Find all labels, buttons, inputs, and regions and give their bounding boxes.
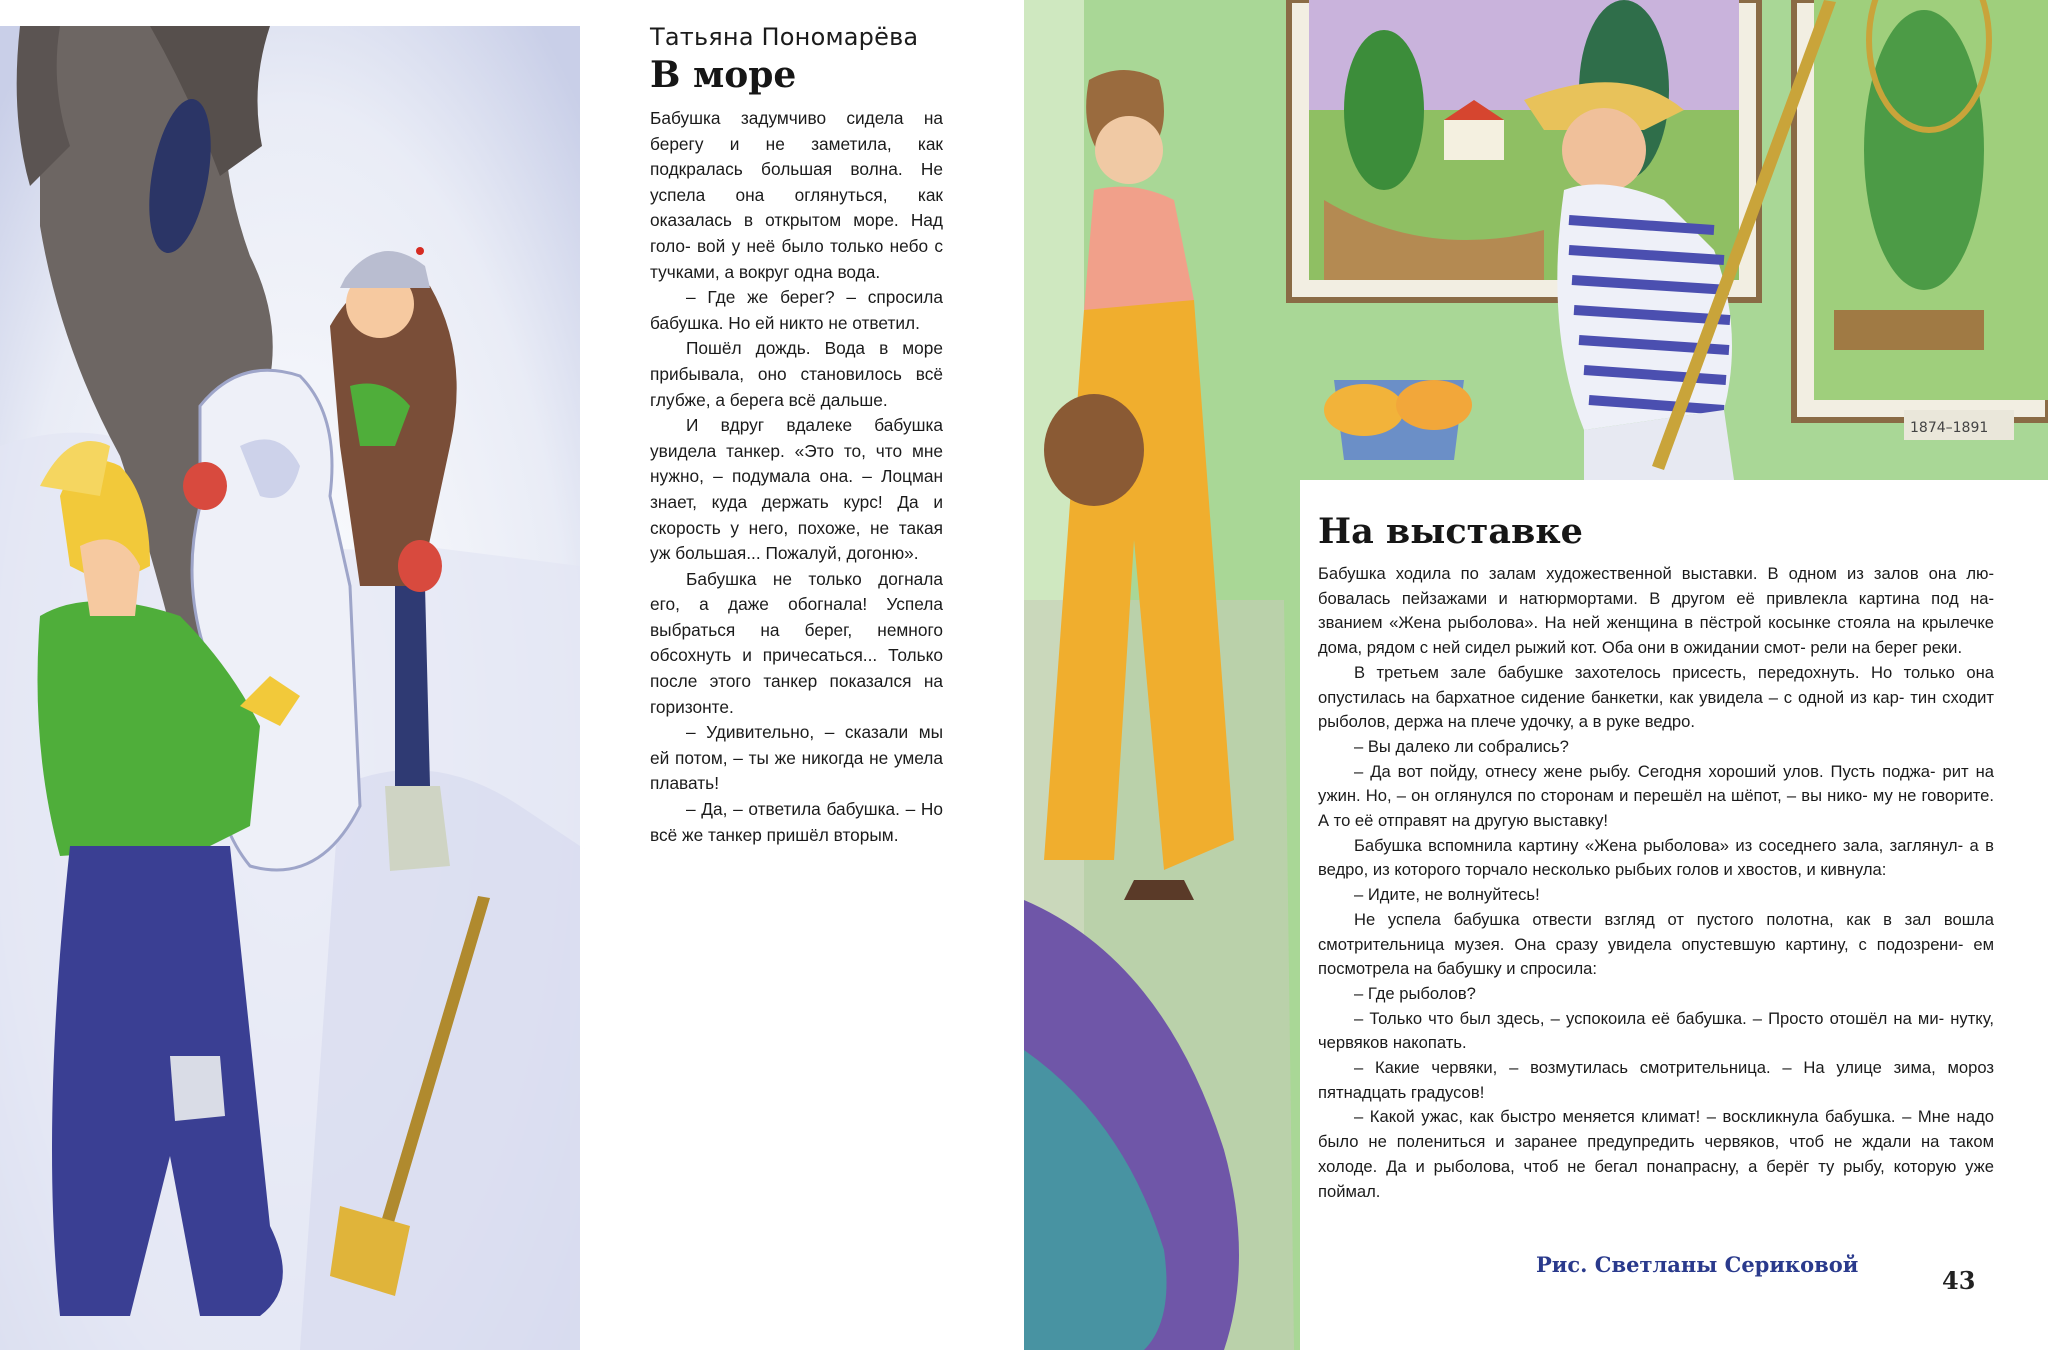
- story-title: На выставке: [1318, 511, 1583, 552]
- paragraph: В третьем зале бабушке захотелось присесть, передохнуть. Но только она опустилась на бархатное сидение банкетки, как увидела – с одной из кар- тин сходит рыболов, держа на плече удочку, а в руке ведро.: [1318, 662, 1994, 732]
- paragraph: – Только что был здесь, – успокоила её бабушка. – Просто отошёл на ми- нутку, червяков накопать.: [1318, 1008, 1994, 1053]
- story-at-sea: [650, 22, 943, 848]
- paragraph: – Вы далеко ли собрались?: [1354, 736, 1569, 756]
- story-panel: [1300, 480, 2048, 1350]
- story-title: В море: [650, 54, 797, 96]
- paragraph: – Идите, не волнуйтесь!: [1354, 885, 1540, 905]
- paragraph: И вдруг вдалеке бабушка увидела танкер. «Это то, что мне нужно, – подумала она. – Лоцман знает, куда держать курс! Да и скорость у него, похоже, не такая уж большая... Пожалуй, догоню».: [650, 415, 943, 564]
- paragraph: Бабушка не только догнала его, а даже обогнала! Успела выбраться на берег, немного обсохнуть и причесаться... Только после этого танкер показался на горизонте.: [650, 568, 943, 717]
- paragraph: – Да, – ответила бабушка. – Но всё же танкер пришёл вторым.: [650, 799, 943, 845]
- illustrator-credit: Рис. Светланы Сериковой: [1536, 1252, 1859, 1277]
- paragraph: Бабушка ходила по залам художественной выставки. В одном из залов она лю- бовалась пейзажами и натюрмортами. В другом её привлекла картина под на- званием «Жена рыболова». На ней женщина в пёстрой косынке стояла на крылечке дома, рядом с ней сидел рыжий кот. Оба они в ожидании смот- рели на берег реки.: [1318, 564, 1994, 658]
- paragraph: – Да вот пойду, отнесу жене рыбу. Сегодня хороший улов. Пусть поджа- рит на ужин. Но, – он оглянулся по сторонам и перешёл на шёпот, – вы нико- му не говорите. А то её отправят на другую выставку!: [1318, 761, 1994, 831]
- paragraph: Бабушка вспомнила картину «Жена рыболова» из соседнего зала, заглянул- а в ведро, из которого торчало несколько рыбьих голов и хвостов, и кивнула:: [1318, 835, 1994, 880]
- paragraph: Пошёл дождь. Вода в море прибывала, оно становилось всё глубже, а берега всё дальше.: [650, 338, 943, 410]
- painting-label: 1874–1891: [1910, 420, 1989, 436]
- paragraph: – Удивительно, – сказали мы ей потом, – ты же никогда не умела плавать!: [650, 722, 943, 794]
- winter-illustration: [0, 26, 600, 1350]
- paragraph: – Где же берег? – спросила бабушка. Но ей никто не ответил.: [650, 287, 943, 333]
- paragraph: Бабушка задумчиво сидела на берегу и не заметила, как подкралась большая волна. Не успела она оглянуться, как оказалась в открытом море. Над голо- вой у неё было только небо с тучками, а вокруг одна вода.: [650, 108, 943, 282]
- story-body: [650, 106, 943, 848]
- paragraph: Не успела бабушка отвести взгляд от пустого полотна, как в зал вошла смотрительница музея. Она сразу увидела опустевшую картину, с подозрени- ем посмотрела на бабушку и спросила:: [1318, 909, 1994, 979]
- page-number: 43: [1942, 1266, 1976, 1295]
- paragraph: – Какой ужас, как быстро меняется климат! – воскликнула бабушка. – Мне надо было не полениться и заранее предупредить червяков, чтоб не ждали на таком холоде. Да и рыболова, чтоб не бегал понапрасну, а берёг ту рыбу, которую уже поймал.: [1318, 1107, 1994, 1201]
- story-body: [1318, 562, 1994, 1204]
- author-name: Татьяна Пономарёва: [650, 23, 919, 51]
- paragraph: – Где рыболов?: [1354, 983, 1476, 1003]
- paragraph: – Какие червяки, – возмутилась смотрительница. – На улице зима, мороз пятнадцать градусов!: [1318, 1058, 1994, 1102]
- story-at-exhibition: [1318, 510, 1994, 1204]
